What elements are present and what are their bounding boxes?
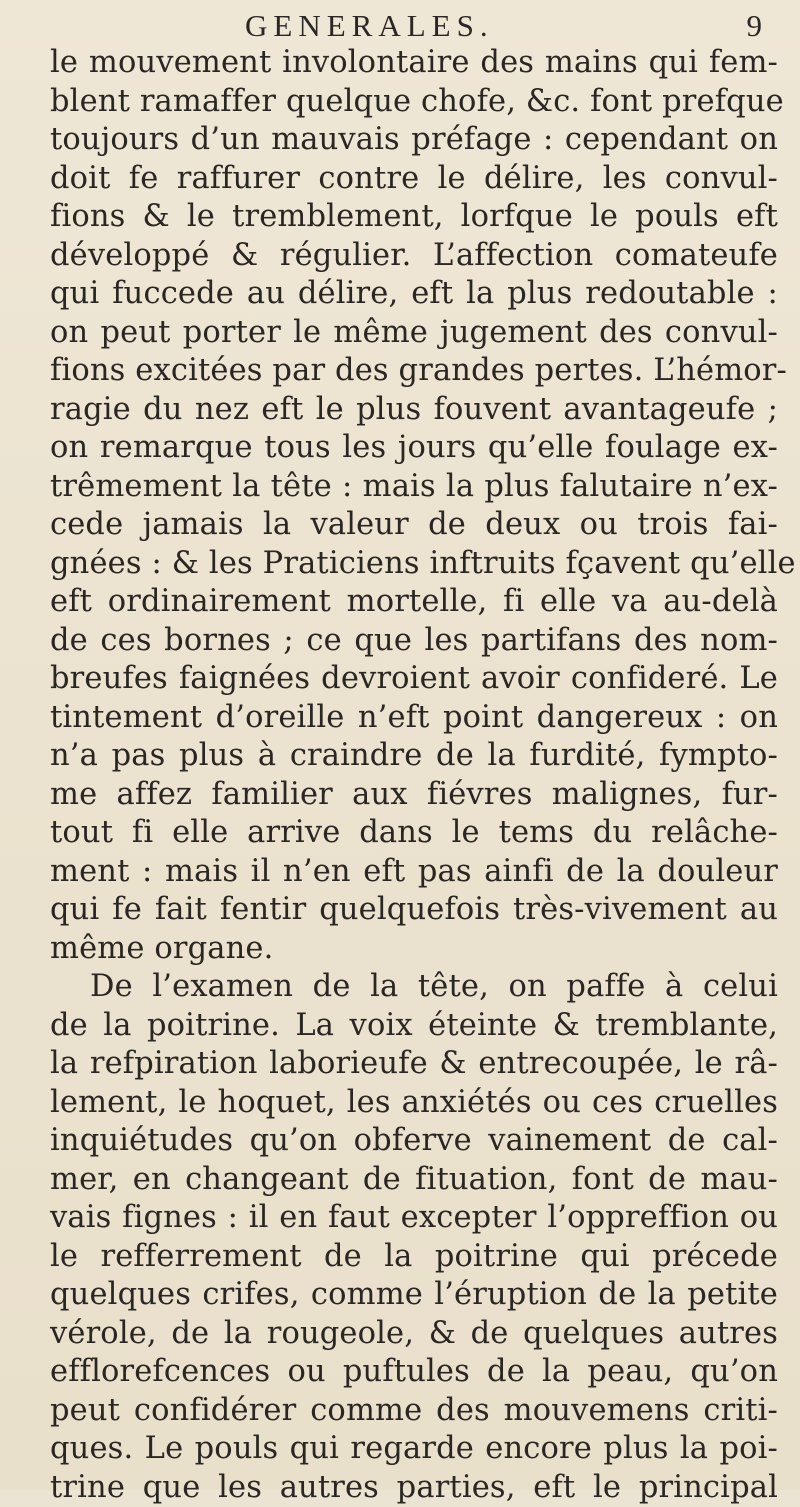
text-line: on remarque tous les jours qu’elle foulage ex- — [50, 429, 778, 468]
text-line: efflorefcences ou puftules de la peau, qu’on — [50, 1353, 778, 1392]
paragraph-start-line: De l’examen de la tête, on paffe à celui — [50, 968, 778, 1007]
text-line: quelques crifes, comme l’éruption de la petite — [50, 1276, 778, 1315]
body-text — [50, 44, 778, 1507]
text-line: cede jamais la valeur de deux ou trois fai- — [50, 506, 778, 545]
text-line: breufes faignées devroient avoir confideré. Le — [50, 660, 778, 699]
text-line: me affez familier aux fiévres malignes, fur- — [50, 776, 778, 815]
running-title: GENERALES. — [245, 8, 494, 44]
text-line: toujours d’un mauvais préfage : cependant on — [50, 121, 778, 160]
text-line: eft ordinairement mortelle, fi elle va au-delà — [50, 583, 778, 622]
text-line: fions & le tremblement, lorfque le pouls eft — [50, 198, 778, 237]
text-line: inquiétudes qu’on obferve vainement de cal- — [50, 1122, 778, 1161]
text-line: on peut porter le même jugement des convul- — [50, 314, 778, 353]
text-line: ques. Le pouls qui regarde encore plus la poi- — [50, 1430, 778, 1469]
text-line: tout fi elle arrive dans le tems du relâche- — [50, 814, 778, 853]
text-line: vérole, de la rougeole, & de quelques autres — [50, 1315, 778, 1354]
text-line: n’a pas plus à craindre de la furdité, fympto- — [50, 737, 778, 776]
text-line: ragie du nez eft le plus fouvent avantageufe ; — [50, 391, 778, 430]
text-line: lement, le hoquet, les anxiétés ou ces cruelles — [50, 1084, 778, 1123]
text-line: tintement d’oreille n’eft point dangereux : on — [50, 699, 778, 738]
text-line: qui fuccede au délire, eft la plus redoutable : — [50, 275, 778, 314]
text-line: ment : mais il n’en eft pas ainfi de la douleur — [50, 853, 778, 892]
text-line: gnées : & les Praticiens inftruits fçavent qu’elle — [50, 545, 778, 584]
text-line: de ces bornes ; ce que les partifans des nom- — [50, 622, 778, 661]
text-line: doit fe raffurer contre le délire, les convul- — [50, 160, 778, 199]
text-line: vais fignes : il en faut excepter l’oppreffion ou — [50, 1199, 778, 1238]
text-line: mer, en changeant de fituation, font de mau- — [50, 1161, 778, 1200]
text-line: le refferrement de la poitrine qui précede — [50, 1238, 778, 1277]
page-number: 9 — [747, 8, 763, 44]
text-line: fions excitées par des grandes pertes. L’hémor- — [50, 352, 778, 391]
paragraph-end-line: même organe. — [50, 930, 778, 969]
text-line: trine que les autres parties, eft le principal — [50, 1469, 778, 1507]
text-line: développé & régulier. L’affection comateufe — [50, 237, 778, 276]
text-line: peut confidérer comme des mouvemens criti- — [50, 1392, 778, 1431]
text-line: qui fe fait fentir quelquefois très-vivement au — [50, 891, 778, 930]
text-line: la refpiration laborieufe & entrecoupée, le râ- — [50, 1045, 778, 1084]
text-line: blent ramaffer quelque chofe, &c. font prefque — [50, 83, 778, 122]
text-line: de la poitrine. La voix éteinte & tremblante, — [50, 1007, 778, 1046]
text-line: trêmement la tête : mais la plus falutaire n’ex- — [50, 468, 778, 507]
text-line: le mouvement involontaire des mains qui fem- — [50, 44, 778, 83]
